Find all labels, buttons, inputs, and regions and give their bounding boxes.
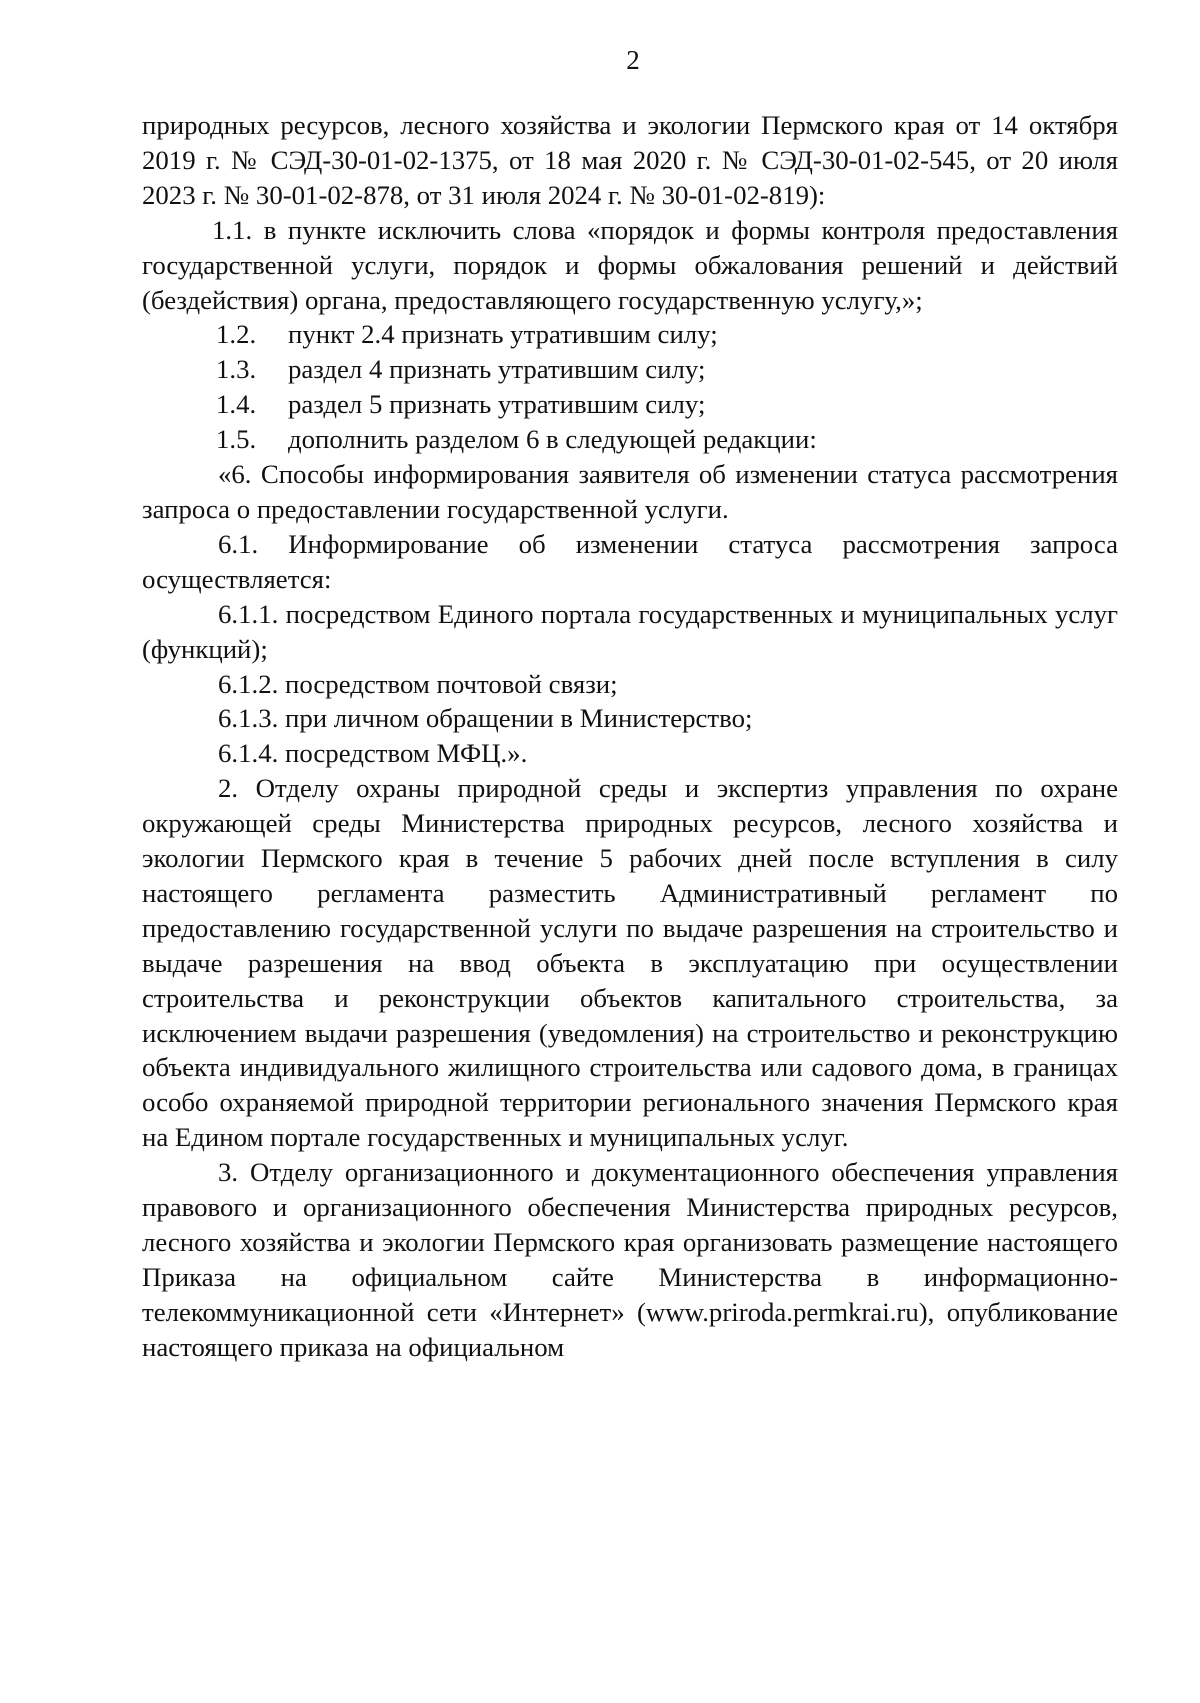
paragraph-6-1-4: 6.1.4. посредством МФЦ.». bbox=[218, 738, 528, 769]
paragraph-1-3 bbox=[142, 352, 1118, 387]
paragraph-6-1-3: 6.1.3. при личном обращении в Министерство; bbox=[218, 703, 753, 734]
paragraph-1-1: 1.1. в пункте исключить слова «порядок и формы контроля предоставления государственной услуги, порядок и формы обжалования решений и действий (бездействия) органа, предоставляющего государственную услугу,»; bbox=[142, 214, 1118, 315]
paragraph-3: 3. Отделу организационного и документационного обеспечения управления правового и организационного обеспечения Министерства природных ресурсов, лесного хозяйства и экологии Пермского края организовать размещение настоящего Приказа на официальном сайте Министерства в информационно-телекоммуникационной сети «Интернет» (www.priroda.permkrai.ru), опубликование настоящего приказа на официальном bbox=[142, 1157, 1118, 1362]
paragraph-1-2 bbox=[142, 317, 1118, 352]
item-number: 1.5. bbox=[216, 424, 257, 455]
paragraph-continuation: природных ресурсов, лесного хозяйства и экологии Пермского края от 14 октября 2019 г. № СЭД-30-01-02-1375, от 18 мая 2020 г. № СЭД-30-01-02-545, от 20 июля 2023 г. № 30-01-02-878, от 31 июля 2024 г. № 30-01-02-819): bbox=[142, 110, 1118, 210]
paragraph-1-4 bbox=[142, 387, 1118, 422]
item-number: 1.2. bbox=[216, 319, 257, 350]
item-text: раздел 5 признать утратившим силу; bbox=[288, 389, 706, 420]
item-number: 1.3. bbox=[216, 354, 257, 385]
paragraph-section-6-title: «6. Способы информирования заявителя об изменении статуса рассмотрения запроса о предоставлении государственной услуги. bbox=[142, 459, 1118, 524]
item-text: раздел 4 признать утратившим силу; bbox=[288, 354, 706, 385]
item-number: 1.4. bbox=[216, 389, 257, 420]
paragraph-6-1-1: 6.1.1. посредством Единого портала государственных и муниципальных услуг (функций); bbox=[142, 598, 1118, 664]
paragraph-1-5 bbox=[142, 422, 1118, 457]
item-text: пункт 2.4 признать утратившим силу; bbox=[288, 319, 718, 350]
page-number: 2 bbox=[626, 45, 640, 75]
paragraph-6-1: 6.1. Информирование об изменении статуса рассмотрения запроса осуществляется: bbox=[142, 528, 1118, 594]
paragraph-2: 2. Отделу охраны природной среды и экспертиз управления по охране окружающей среды Министерства природных ресурсов, лесного хозяйства и экологии Пермского края в течение 5 рабочих дней после вступления в силу настоящего регламента разместить Административный регламент по предоставлению государственной услуги по выдаче разрешения на строительство и выдаче разрешения на ввод объекта в эксплуатацию при осуществлении строительства и реконструкции объектов капитального строительства, за исключением выдачи разрешения (уведомления) на строительство и реконструкцию объекта индивидуального жилищного строительства или садового дома, в границах особо охраняемой природной территории регионального значения Пермского края на Едином портале государственных и муниципальных услуг. bbox=[142, 773, 1118, 1153]
paragraph-6-1-2: 6.1.2. посредством почтовой связи; bbox=[218, 668, 618, 699]
item-text: дополнить разделом 6 в следующей редакции: bbox=[288, 424, 817, 455]
document-body bbox=[142, 108, 1118, 1365]
